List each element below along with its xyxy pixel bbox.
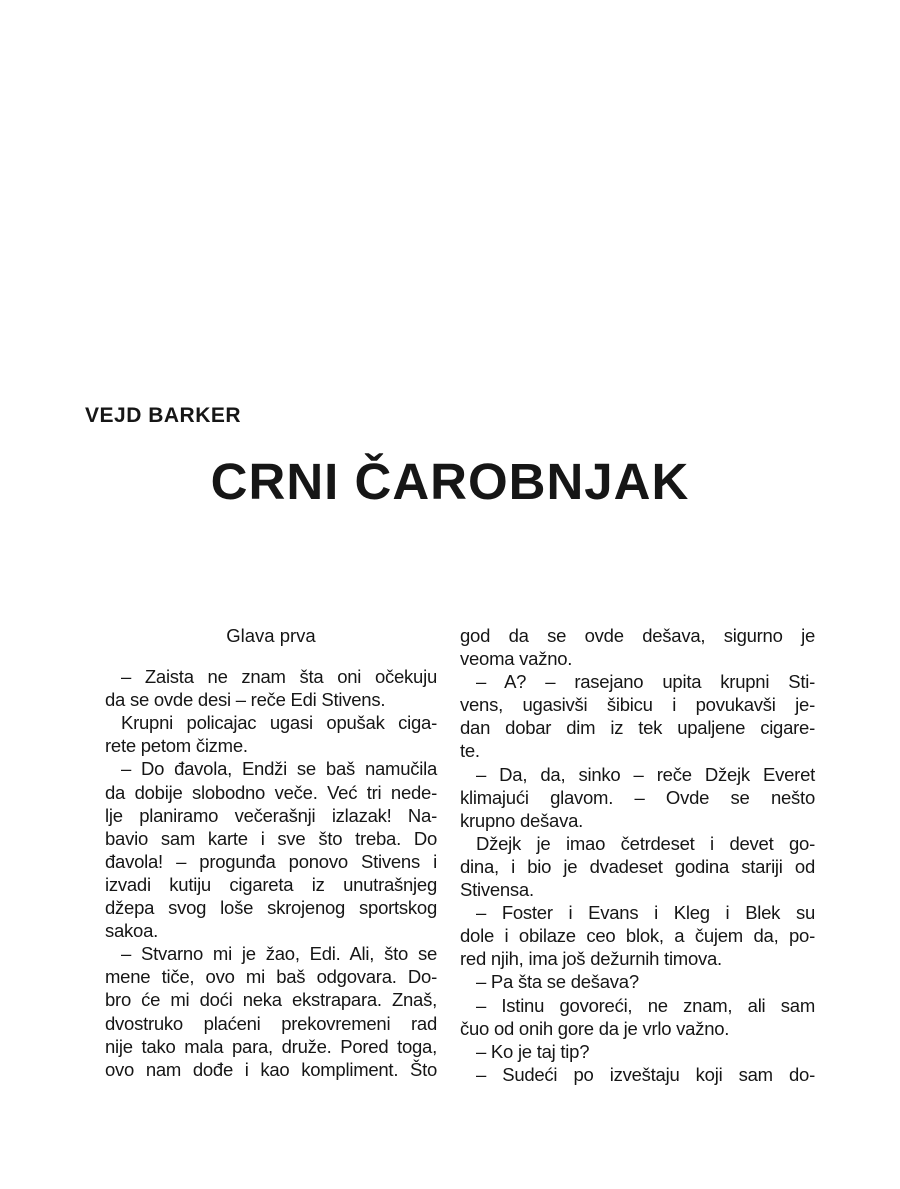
text-line: – Istinu govoreći, ne znam, ali sam [476,994,815,1016]
text-line: vens, ugasivši šibicu i povukavši je- [460,694,815,716]
text-line: dina, i bio je dvadeset godina stariji od [460,855,815,877]
text-line: izvadi kutiju cigareta iz unutrašnjeg [105,873,437,895]
text-line: rete petom čizme. [105,735,248,757]
text-line: red njih, ima još dežurnih timova. [460,948,722,970]
text-line: Stivensa. [460,879,534,901]
text-line: da se ovde desi – reče Edi Stivens. [105,689,386,711]
text-line: – Sudeći po izveštaju koji sam do- [476,1063,815,1085]
text-column-right [460,624,815,1086]
text-line: klimajući glavom. – Ovde se nešto [460,786,815,808]
chapter-heading: Glava prva [226,625,316,646]
text-line: Krupni policajac ugasi opušak ciga- [121,712,437,734]
text-line: – Zaista ne znam šta oni očekuju [121,666,437,688]
text-line: – Stvarno mi je žao, Edi. Ali, što se [121,943,437,965]
text-line: – Ko je taj tip? [476,1040,590,1062]
text-line: dvostruko plaćeni prekovremeni rad [105,1012,437,1034]
book-title: CRNI ČAROBNJAK [210,453,690,510]
text-line: veoma važno. [460,648,573,670]
text-line: nije tako mala para, druže. Pored toga, [105,1035,437,1057]
text-line: da dobije slobodno veče. Već tri nede- [105,781,437,803]
text-line: sakoa. [105,920,159,942]
text-line: – Da, da, sinko – reče Džejk Everet [476,763,815,785]
text-line: – Do đavola, Endži se baš namučila [121,758,437,780]
text-line: dole i obilaze ceo blok, a čujem da, po- [460,925,815,947]
text-line: te. [460,740,480,762]
text-line: – Foster i Evans i Kleg i Blek su [476,902,815,924]
text-line: lje planiramo večerašnji izlazak! Na- [105,804,437,826]
text-line: bavio sam karte i sve što treba. Do [105,827,437,849]
author-name: VEJD BARKER [85,404,242,427]
text-line: bro će mi doći neka ekstrapara. Znaš, [105,989,437,1011]
text-line: čuo od onih gore da je vrlo važno. [460,1017,730,1039]
text-column-left [105,624,437,1081]
text-line: – Pa šta se dešava? [476,971,639,993]
text-line: mene tiče, ovo mi baš odgovara. Do- [105,966,437,988]
text-line: dan dobar dim iz tek upaljene cigare- [460,717,815,739]
text-line: god da se ovde dešava, sigurno je [460,625,815,646]
text-line: džepa svog loše skrojenog sportskog [105,897,437,919]
text-line: đavola! – progunđa ponovo Stivens i [105,850,437,872]
text-line: ovo nam dođe i kao kompliment. Što [105,1058,437,1080]
text-line: Džejk je imao četrdeset i devet go- [476,832,815,854]
text-line: krupno dešava. [460,809,584,831]
text-line: – A? – rasejano upita krupni Sti- [476,671,815,693]
